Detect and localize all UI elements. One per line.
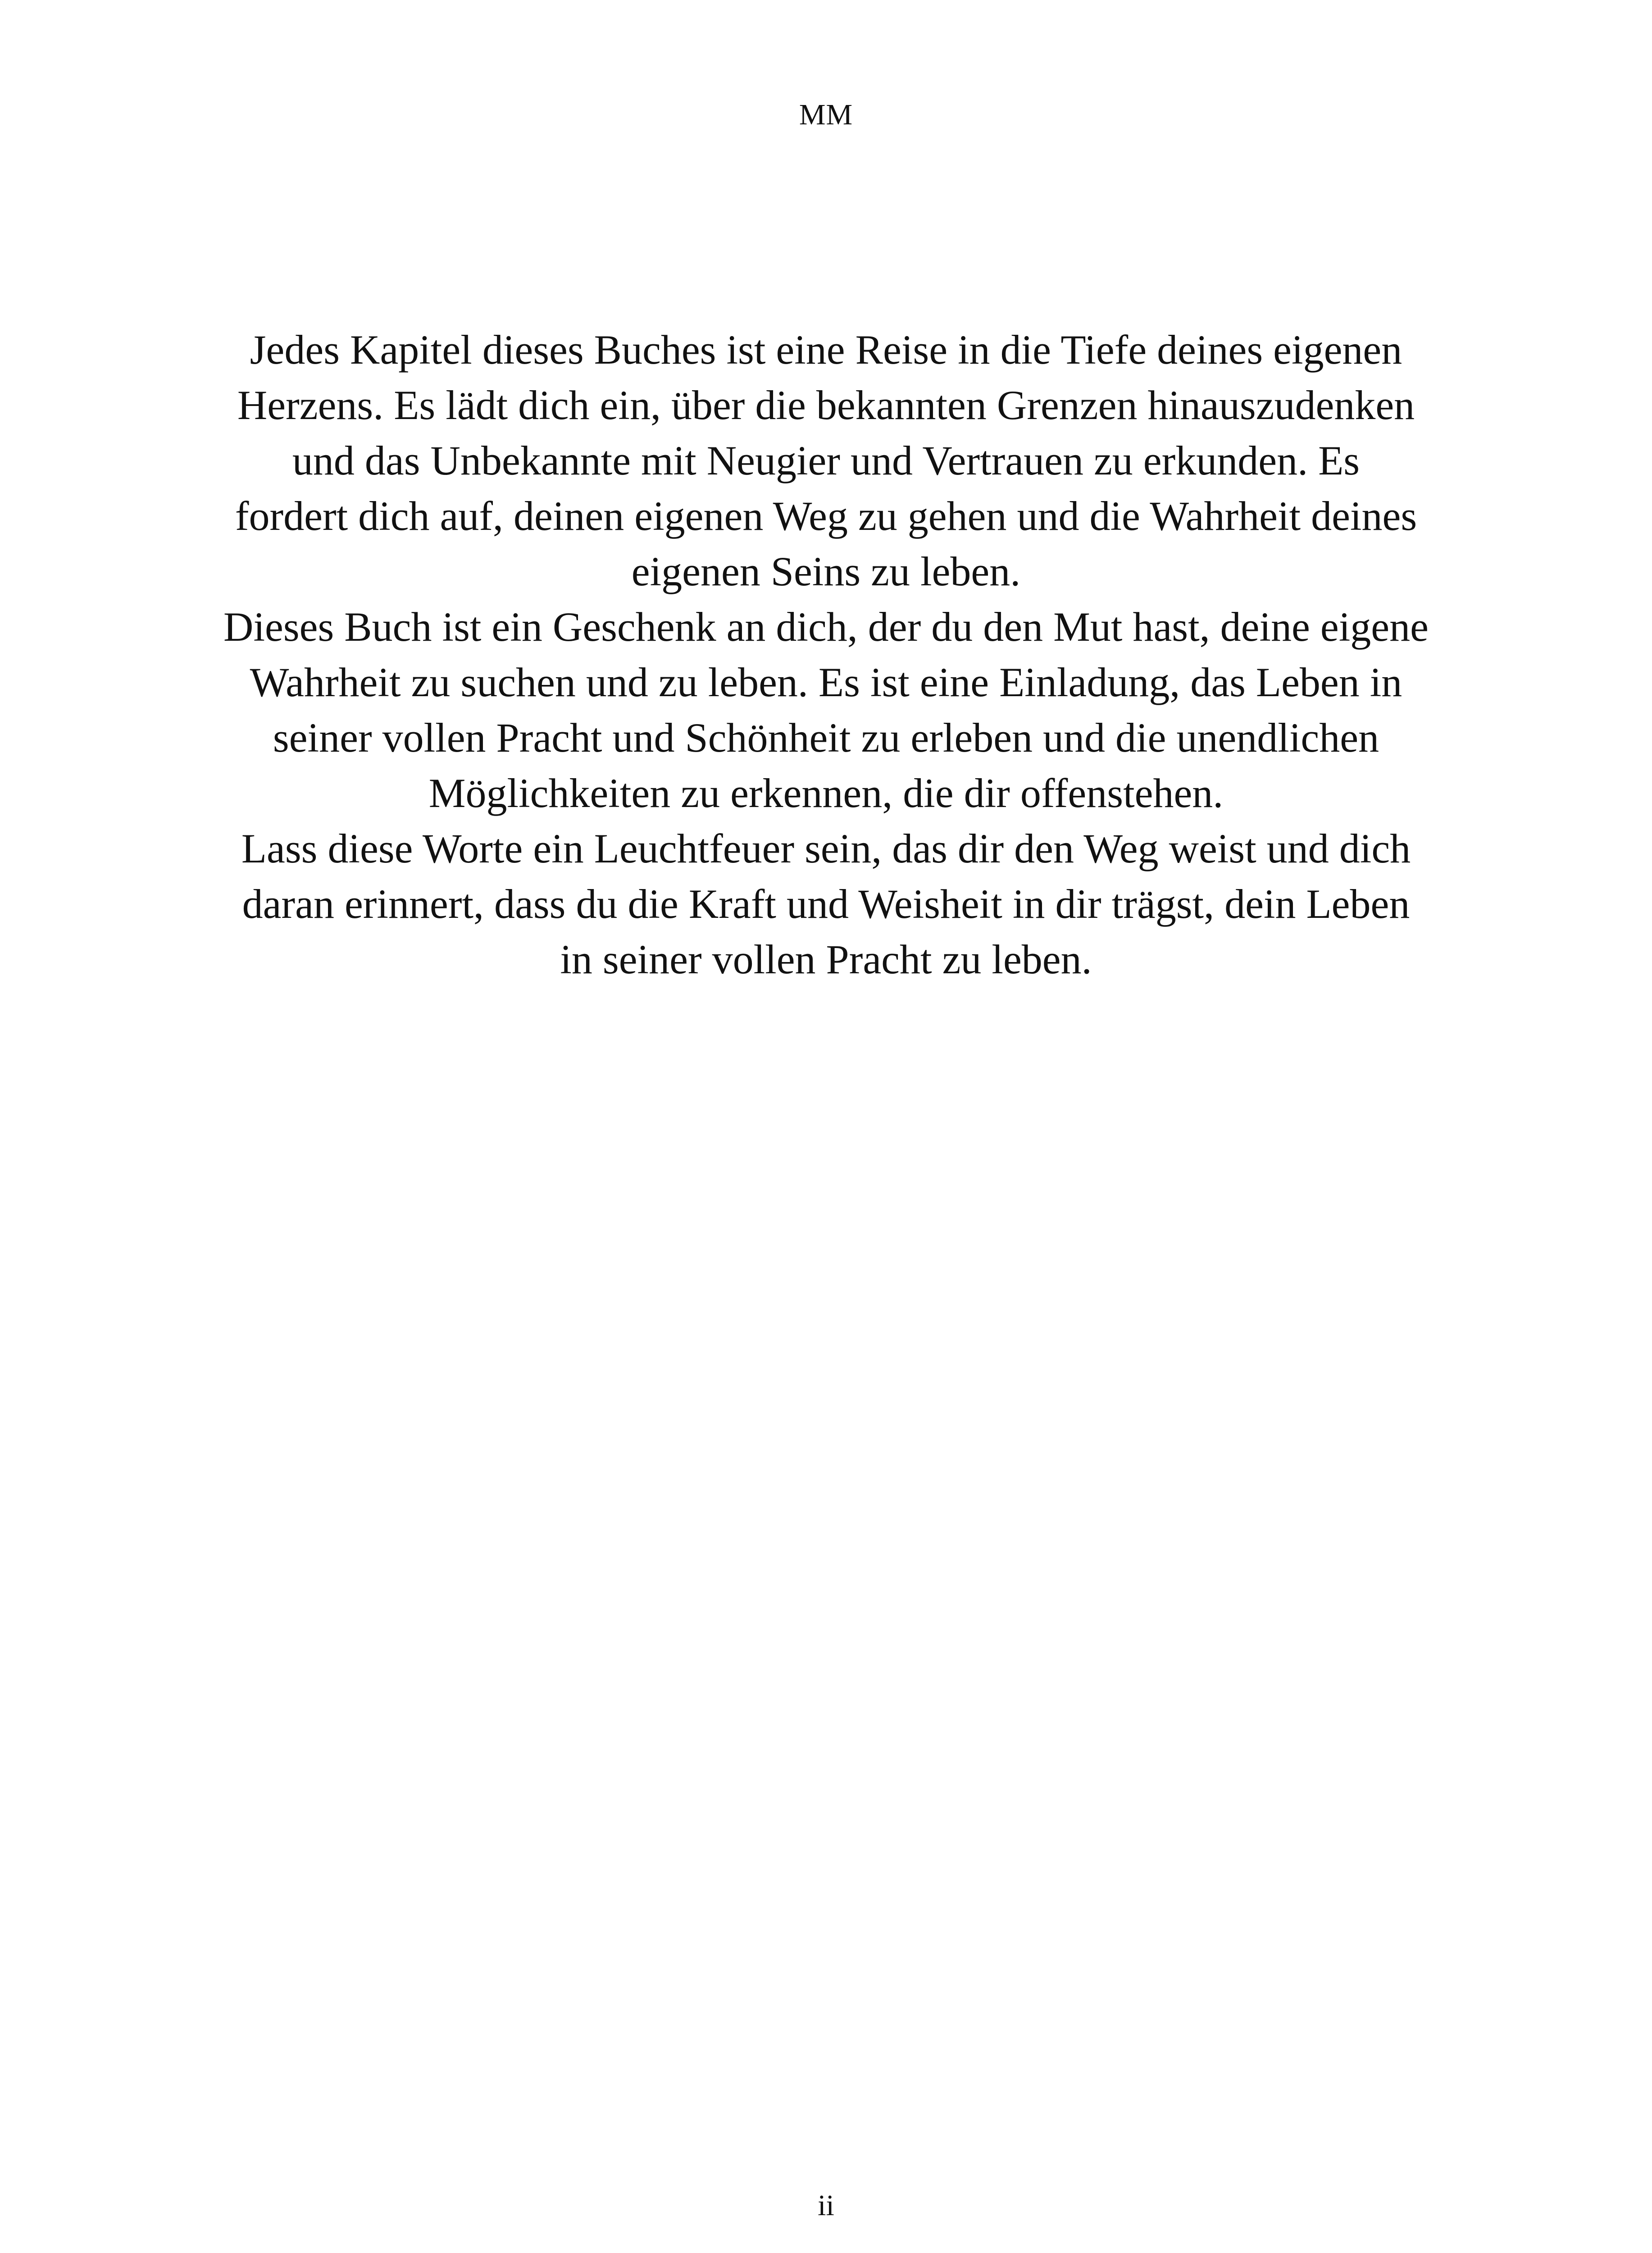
text-line: Jedes Kapitel dieses Buches ist eine Reise in die Tiefe deines eigenen <box>250 327 1402 373</box>
text-line: und das Unbekannte mit Neugier und Vertrauen zu erkunden. Es <box>292 438 1360 483</box>
text-line: daran erinnert, dass du die Kraft und Weisheit in dir trägst, dein Leben <box>242 881 1410 927</box>
body-text <box>108 322 1544 987</box>
text-line: Dieses Buch ist ein Geschenk an dich, der du den Mut hast, deine eigene <box>223 604 1429 650</box>
page-number: ii <box>818 2189 834 2222</box>
running-header: MM <box>799 98 853 131</box>
text-line: seiner vollen Pracht und Schönheit zu erleben und die unendlichen <box>273 715 1379 761</box>
text-line: fordert dich auf, deinen eigenen Weg zu gehen und die Wahrheit deines <box>235 493 1417 539</box>
text-line: Möglichkeiten zu erkennen, die dir offenstehen. <box>428 770 1224 816</box>
text-line: in seiner vollen Pracht zu leben. <box>560 936 1092 982</box>
text-line: eigenen Seins zu leben. <box>631 548 1021 594</box>
text-line: Lass diese Worte ein Leuchtfeuer sein, das dir den Weg weist und dich <box>241 825 1411 871</box>
text-line: Wahrheit zu suchen und zu leben. Es ist eine Einladung, das Leben in <box>250 659 1402 705</box>
text-line: Herzens. Es lädt dich ein, über die bekannten Grenzen hinauszudenken <box>237 382 1415 428</box>
